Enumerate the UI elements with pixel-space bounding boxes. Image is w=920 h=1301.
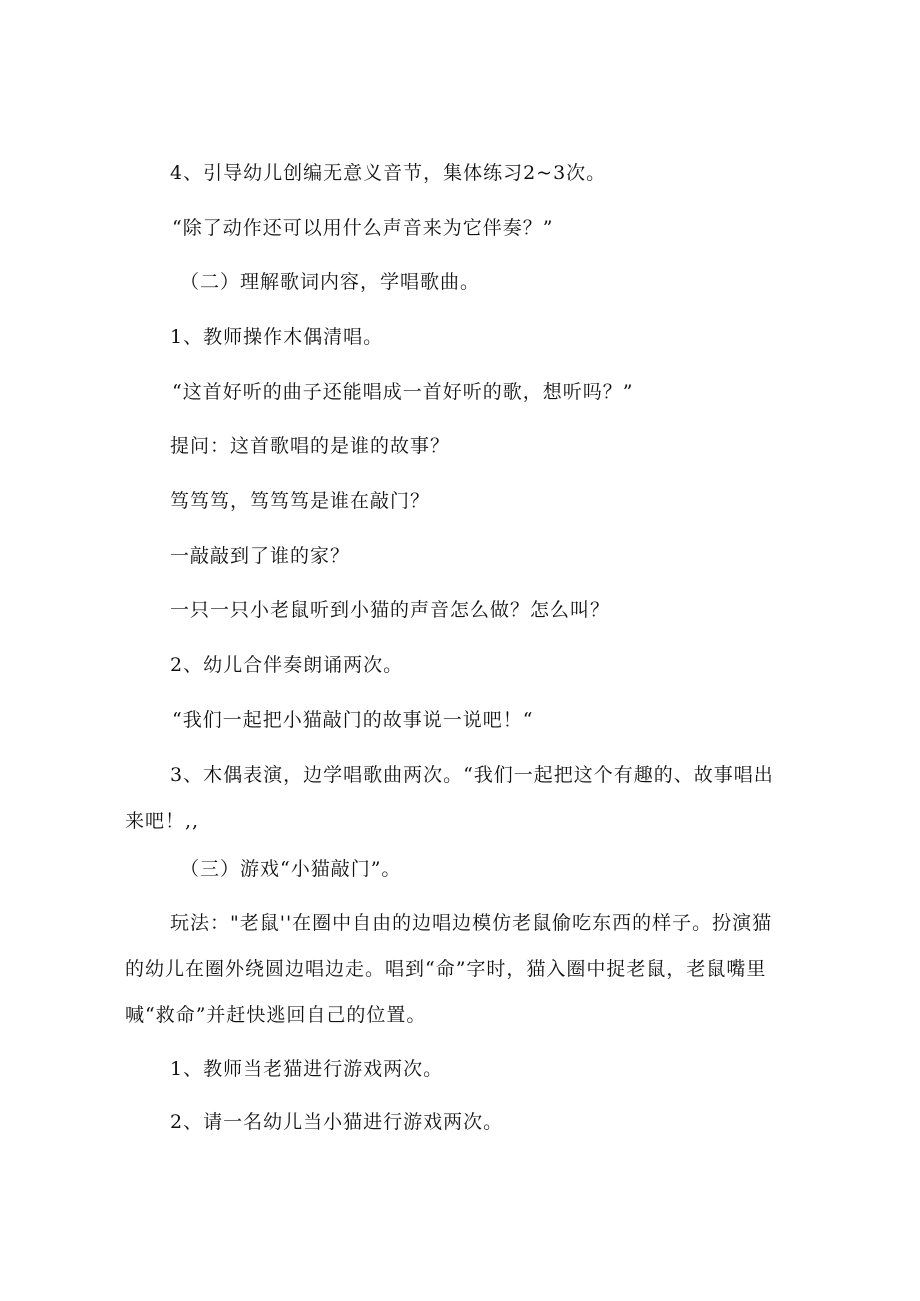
game-step-2-line: 2、请一名幼儿当小猫进行游戏两次。 xyxy=(170,1111,504,1133)
game-rules-line-3: 喊“救命”并赶快逃回自己的位置。 xyxy=(125,1004,427,1026)
lyric-line-2: 一敲敲到了谁的家？ xyxy=(170,545,351,567)
game-rules-paragraph xyxy=(125,900,772,1038)
step-4-line: 4、引导幼儿创编无意义音节，集体练习2~3次。 xyxy=(170,162,607,184)
game-rules-line-1: 玩法："老鼠''在圈中自由的边唱边模仿老鼠偷吃东西的样子。扮演猫 xyxy=(170,912,773,934)
step-2-line: 2、幼儿合伴奏朗诵两次。 xyxy=(170,654,404,676)
step-3-paragraph xyxy=(125,752,774,844)
game-step-1-line: 1、教师当老猫进行游戏两次。 xyxy=(170,1058,444,1080)
section-2-heading: （二）理解歌词内容，学唱歌曲。 xyxy=(180,271,481,293)
section-3-heading: （三）游戏“小猫敲门”。 xyxy=(180,858,402,880)
lyric-line-1: 笃笃笃，笃笃笃是谁在敲门？ xyxy=(170,490,431,512)
step-1-line: 1、教师操作木偶清唱。 xyxy=(170,326,384,348)
game-rules-line-2: 的幼儿在圈外绕圆边唱边走。唱到“命”字时，猫入圈中捉老鼠，老鼠嘴里 xyxy=(125,958,767,980)
step-3-line-1: 3、木偶表演，边学唱歌曲两次。“我们一起把这个有趣的、故事唱出 xyxy=(170,764,774,786)
step-3-line-2: 来吧！,, xyxy=(125,810,200,832)
lyric-line-3: 一只一只小老鼠听到小猫的声音怎么做？怎么叫？ xyxy=(170,599,611,621)
quote-song-question: “这首好听的曲子还能唱成一首好听的歌，想听吗？” xyxy=(172,381,634,403)
quote-story: “我们一起把小猫敲门的故事说一说吧！“ xyxy=(172,709,534,731)
quote-accompaniment: “除了动作还可以用什么声音来为它伴奏？” xyxy=(172,217,554,239)
question-line: 提问：这首歌唱的是谁的故事？ xyxy=(170,435,451,457)
